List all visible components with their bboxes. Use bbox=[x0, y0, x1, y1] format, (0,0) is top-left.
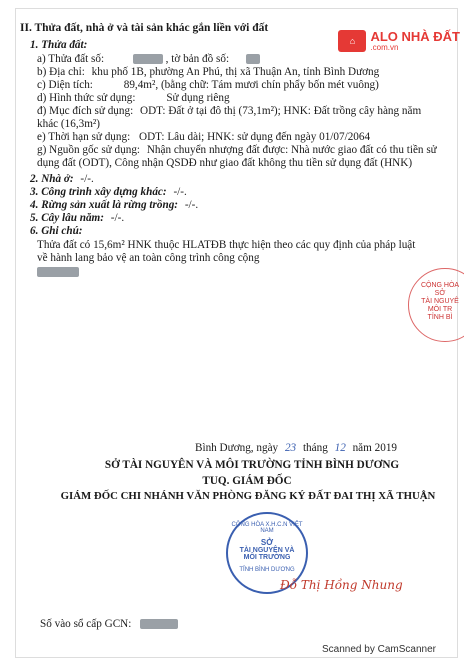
usage-purpose-continued: khác (16,3m²) bbox=[37, 118, 101, 130]
red-seal-text: CỘNG HÒA SỞ TÀI NGUYÊ MÔI TR TỈNH BÌ bbox=[420, 282, 460, 321]
redacted-parcel-number bbox=[133, 54, 163, 64]
house-icon: ⌂ bbox=[338, 30, 366, 52]
usage-purpose-row: đ) Mục đích sử dụng: ODT: Đất ở tại đô thị (73,1m²); HNK: Đất trồng cây hàng năm bbox=[37, 105, 422, 117]
camscanner-label: Scanned by CamScanner bbox=[322, 644, 436, 655]
usage-form-row: d) Hình thức sử dụng: Sử dụng riêng bbox=[37, 92, 230, 104]
address-row: b) Địa chỉ: khu phố 1B, phường An Phú, thị xã Thuận An, tỉnh Bình Dương bbox=[37, 66, 380, 78]
forest-row: 4. Rừng sản xuất là rừng trồng: -/-. bbox=[30, 199, 199, 211]
director-title: GIÁM ĐỐC CHI NHÁNH VĂN PHÒNG ĐĂNG KÝ ĐẤT ĐAI THỊ XÃ THUẬN bbox=[60, 490, 436, 502]
tuq-title: TUQ. GIÁM ĐỐC bbox=[202, 475, 292, 487]
section-title: II. Thửa đất, nhà ở và tài sản khác gắn liền với đất bbox=[20, 22, 269, 34]
redacted-note bbox=[37, 266, 79, 279]
redacted-gcn-number bbox=[140, 619, 178, 629]
other-construction-row: 3. Công trình xây dựng khác: -/-. bbox=[30, 186, 187, 198]
notes-title: 6. Ghi chú: bbox=[30, 225, 83, 237]
note-line-1: Thửa đất có 15,6m² HNK thuộc HLATĐB thực hiện theo các quy định của pháp luật bbox=[37, 239, 416, 251]
blue-seal-stamp: CỘNG HÒA X.H.C.N VIỆT NAM SỞ TÀI NGUYÊN VÀ MÔI TRƯỜNG TỈNH BÌNH DƯƠNG bbox=[226, 512, 308, 594]
gcn-record-row: Số vào sổ cấp GCN: bbox=[40, 618, 178, 631]
usage-origin-continued: dụng đất (ODT), Công nhận QSDĐ như giao đất không thu tiền sử dụng đất (HNK) bbox=[37, 157, 413, 169]
perennial-trees-row: 5. Cây lâu năm: -/-. bbox=[30, 212, 125, 224]
area-row: c) Diện tích: 89,4m², (bằng chữ: Tám mươi chín phẩy bốn mét vuông) bbox=[37, 79, 379, 91]
usage-origin-row: g) Nguồn gốc sử dụng: Nhận chuyển nhượng đất được: Nhà nước giao đất có thu tiền sử bbox=[37, 144, 437, 156]
usage-term-row: e) Thời hạn sử dụng: ODT: Lâu dài; HNK: sử dụng đến ngày 01/07/2064 bbox=[37, 131, 371, 143]
signer-name: Đỗ Thị Hồng Nhung bbox=[280, 578, 403, 592]
redacted-sheet-number bbox=[246, 54, 260, 64]
agency-name: SỞ TÀI NGUYÊN VÀ MÔI TRƯỜNG TỈNH BÌNH DƯƠNG bbox=[104, 459, 400, 471]
house-row: 2. Nhà ở: -/-. bbox=[30, 173, 94, 185]
watermark-domain: .com.vn bbox=[370, 43, 399, 52]
watermark-brand: ALO NHÀ ĐẤT bbox=[370, 29, 460, 44]
signing-date: Bình Dương, ngày 23 tháng 12 năm 2019 bbox=[195, 442, 398, 454]
item1-title: 1. Thửa đất: bbox=[30, 39, 88, 51]
parcel-number-row: a) Thửa đất số: , tờ bản đồ số: bbox=[37, 53, 260, 66]
watermark-logo bbox=[338, 30, 460, 52]
note-line-2: về hành lang bảo vệ an toàn công trình công cộng bbox=[37, 252, 260, 264]
